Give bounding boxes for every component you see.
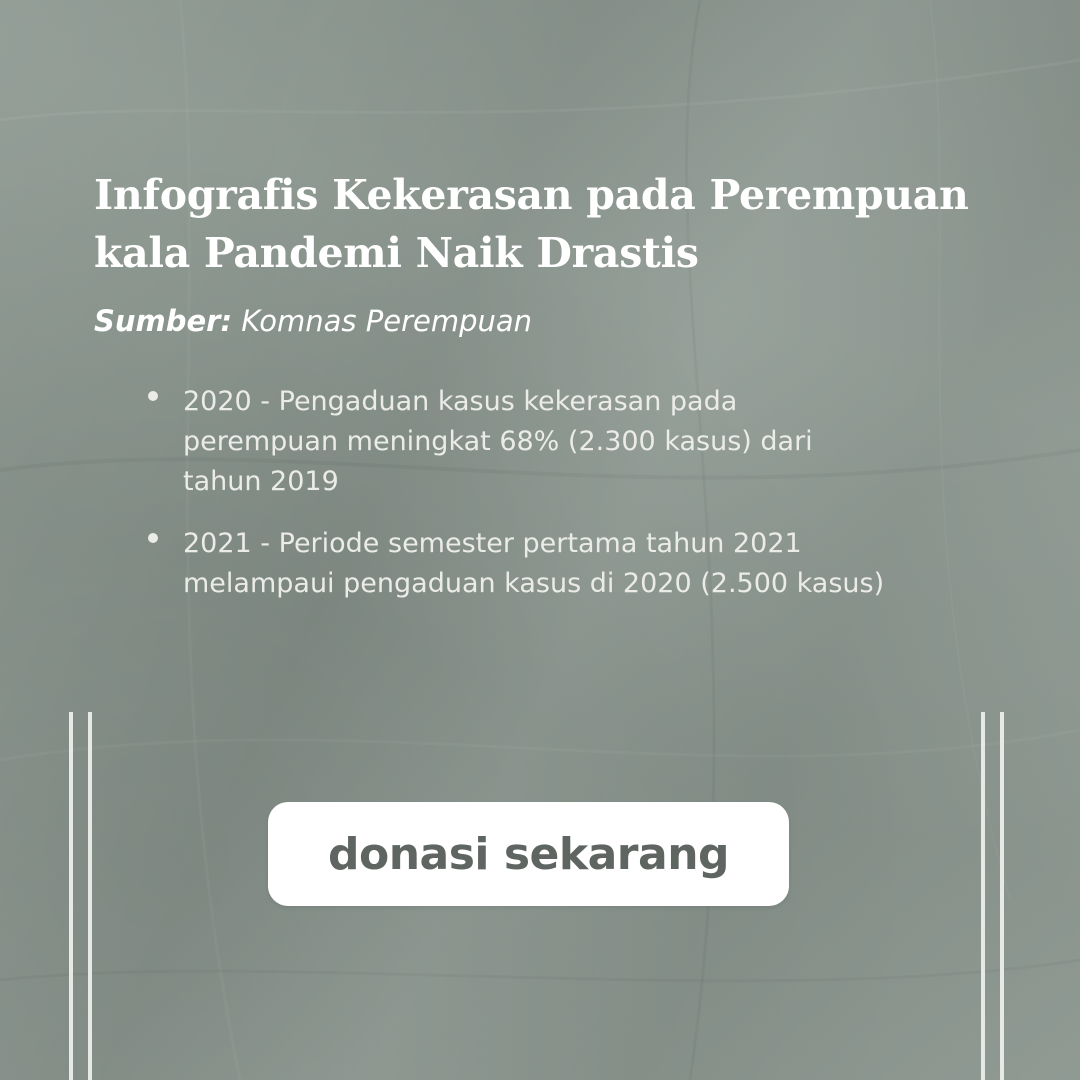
left-rail-outer xyxy=(69,712,73,1080)
source-label: Sumber: xyxy=(94,304,233,338)
bullet-icon xyxy=(148,533,158,543)
donate-now-button[interactable]: donasi sekarang xyxy=(268,802,789,906)
fact-line: melampaui pengaduan kasus di 2020 (2.500 kasus) xyxy=(183,568,885,599)
left-rail-inner xyxy=(88,712,92,1080)
infographic-title xyxy=(94,166,994,282)
fact-line: 2020 - Pengaduan kasus kekerasan pada xyxy=(183,386,738,417)
title-line-2: kala Pandemi Naik Drastis xyxy=(94,229,699,277)
right-rail-inner xyxy=(981,712,985,1080)
title-line-1: Infografis Kekerasan pada Perempuan xyxy=(94,171,969,219)
fact-line: 2021 - Periode semester pertama tahun 2021 xyxy=(183,528,802,559)
bullet-icon xyxy=(148,391,158,401)
fact-list xyxy=(140,382,1020,626)
fact-item-2021 xyxy=(140,524,1020,604)
right-rail-outer xyxy=(1000,712,1004,1080)
source-value: Komnas Perempuan xyxy=(241,304,533,338)
fact-item-2020 xyxy=(140,382,1020,502)
fact-line: tahun 2019 xyxy=(183,466,339,497)
fact-line: perempuan meningkat 68% (2.300 kasus) dari xyxy=(183,426,813,457)
source-attribution xyxy=(94,301,532,341)
